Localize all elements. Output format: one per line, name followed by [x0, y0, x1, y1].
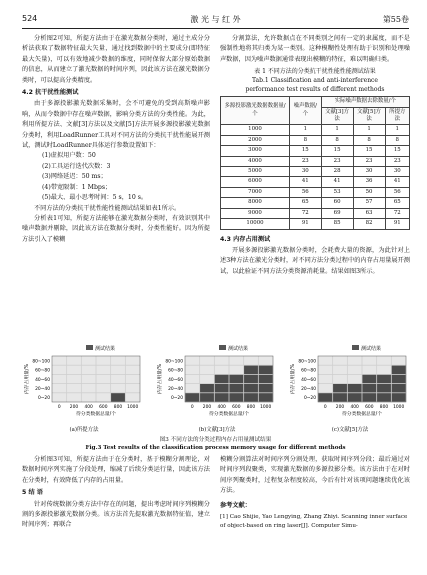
- table-header: 所提方法: [385, 107, 409, 125]
- heat-cell: [215, 384, 229, 392]
- chart-panel-c: [288, 342, 412, 433]
- table-cell: 10000: [221, 219, 290, 229]
- y-tick-label: 0~20: [303, 396, 316, 402]
- y-tick-label: 80~100: [32, 359, 50, 365]
- table-row: [221, 208, 410, 218]
- chart-svg: [155, 342, 279, 422]
- table-row: [221, 156, 410, 166]
- subfigure-label: (c)文献[5]方法: [331, 427, 369, 433]
- table-cell: 41: [321, 177, 353, 187]
- x-tick-label: 600: [365, 405, 374, 410]
- y-tick-label: 60~80: [35, 368, 50, 374]
- legend-swatch: [352, 345, 359, 350]
- heat-cell: [348, 375, 362, 383]
- list-item: (5)最大、最小思考时间：5 s，10 s。: [42, 194, 148, 202]
- heat-cell: [318, 393, 332, 401]
- paragraph: 由于多源投影激光数据采集时，会不可避免的受到高斯噪声影响，从而令数据中存在噪声数据，影响分类方法的分类性能。为此，利用所提方法、文献[3]方法以及文献[5]方法开展多源投影激光数据分类时，利用LoadRunner工具对不同方法的分类抗干扰性能展开测试，测试时LoadRunner具体运行参数设置如下：: [22, 100, 210, 150]
- table-cell: 15: [290, 146, 322, 156]
- heat-cell: [392, 384, 406, 392]
- header-rule: [22, 28, 409, 29]
- table-caption-en: Tab.1 Classification and anti-interference: [252, 77, 378, 85]
- x-tick-label: 800: [113, 405, 123, 410]
- heat-cell: [348, 393, 362, 401]
- heat-cell: [377, 384, 391, 392]
- heat-cell: [377, 393, 391, 401]
- table-row: [221, 177, 410, 187]
- table-caption: [220, 67, 410, 94]
- x-tick-label: 0: [190, 405, 194, 410]
- heat-cell: [185, 384, 199, 392]
- table-cell: 91: [385, 219, 409, 229]
- y-axis-label: 内存占用量/%: [291, 363, 296, 395]
- heat-cell: [215, 375, 229, 383]
- subfigure-label: (b)文献[3]方法: [198, 427, 236, 433]
- table-caption-en: performance test results of different methods: [245, 86, 385, 94]
- x-tick-label: 200: [335, 405, 345, 410]
- table-cell: 72: [385, 208, 409, 218]
- heat-cell: [52, 393, 66, 401]
- heat-cell: [67, 384, 81, 392]
- heat-cell: [215, 366, 229, 374]
- table-cell: 8: [290, 135, 322, 145]
- table-row: [221, 125, 410, 135]
- x-tick-label: 400: [350, 405, 359, 410]
- heat-cell: [200, 375, 214, 383]
- table-cell: 23: [290, 156, 322, 166]
- table-cell: 69: [321, 208, 353, 218]
- heat-cell: [392, 356, 406, 364]
- left-column-bottom: [22, 455, 210, 531]
- heat-cell: [126, 393, 140, 401]
- x-tick-label: 600: [232, 405, 241, 410]
- heat-cell: [52, 375, 66, 383]
- list-item: (2)工具运行迭代次数：3: [42, 162, 111, 170]
- heat-cell: [111, 375, 125, 383]
- heat-cell: [244, 384, 258, 392]
- heat-cell: [200, 356, 214, 364]
- heat-cell: [362, 384, 376, 392]
- table-cell: 30: [385, 167, 409, 177]
- table-cell: 30: [353, 167, 385, 177]
- heat-cell: [67, 375, 81, 383]
- heat-cell: [333, 356, 347, 364]
- heat-cell: [318, 384, 332, 392]
- paragraph: 模糊分割算法对时间序列分割处理，获取时间序列分段；最后通过对时间序列段聚类，实现激光数据的多源投影分类。该方法由于在对时间序列聚类时，过程复杂程度较高，今后有针对该项问题继续优化该方法。: [220, 456, 410, 495]
- table-cell: 63: [353, 208, 385, 218]
- right-column-bottom: [220, 455, 410, 531]
- table-row: [221, 219, 410, 229]
- table-cell: 65: [385, 198, 409, 208]
- table-row: [221, 167, 410, 177]
- heat-cell: [82, 384, 96, 392]
- heat-cell: [52, 356, 66, 364]
- y-tick-label: 20~40: [301, 387, 316, 392]
- heat-cell: [362, 356, 376, 364]
- table-cell: 15: [353, 146, 385, 156]
- heat-cell: [392, 366, 406, 374]
- heat-cell: [67, 356, 81, 364]
- y-tick-label: 60~80: [301, 368, 316, 374]
- heat-cell: [259, 356, 273, 364]
- heat-cell: [96, 356, 110, 364]
- table-cell: 1: [321, 125, 353, 135]
- table-cell: 85: [321, 219, 353, 229]
- heat-cell: [82, 393, 96, 401]
- x-tick-label: 800: [246, 405, 256, 410]
- list-item: (1)虚拟用户数：50: [42, 152, 96, 160]
- heat-cell: [362, 393, 376, 401]
- table-cell: 8: [353, 135, 385, 145]
- parameter-list: [22, 151, 210, 203]
- heat-cell: [200, 393, 214, 401]
- table-caption-cn: 表 1 不同方法的分类抗干扰性能性能测试结果: [254, 68, 376, 76]
- heat-cell: [82, 375, 96, 383]
- table-header: 文献[5]方法: [353, 107, 385, 125]
- x-tick-label: 0: [57, 405, 61, 410]
- table-header: 实际噪声数据去除数量/个: [321, 97, 409, 107]
- x-tick-label: 1000: [127, 405, 139, 410]
- paragraph: 针对传统数据分类方法中存在的问题，提出考虑时间序列模糊分割的多源投影激光数据分类。该方法首先提取激光数据特征值，建立时间序列；再联合: [22, 500, 210, 529]
- heat-cell: [215, 393, 229, 401]
- heat-cell: [111, 366, 125, 374]
- table-cell: 1: [385, 125, 409, 135]
- table-cell: 8: [385, 135, 409, 145]
- x-tick-label: 200: [69, 405, 79, 410]
- volume-label: 第55卷: [382, 15, 409, 24]
- heat-cell: [185, 356, 199, 364]
- list-item: (4)带宽限制：1 Mbps；: [42, 183, 112, 191]
- y-tick-label: 80~100: [298, 359, 316, 365]
- y-axis-label: 内存占用量/%: [25, 363, 30, 395]
- heat-cell: [215, 356, 229, 364]
- y-tick-label: 40~60: [301, 377, 316, 383]
- heat-cell: [185, 366, 199, 374]
- heat-cell: [348, 356, 362, 364]
- heat-cell: [111, 393, 125, 401]
- heat-cell: [111, 384, 125, 392]
- heat-cell: [52, 366, 66, 374]
- figure-caption-en: Fig.3 Test results of the classification process memory usage for different methods: [85, 445, 346, 451]
- list-item: (3)网络延迟：50 ms；: [42, 173, 107, 181]
- paragraph: 分析表1可知，所提方法能够在激光数据分类时，有效识别其中噪声数据并剔除，因此该方法在数据分类时，分类性能好。因为所提方法引入了模糊: [22, 214, 210, 243]
- x-axis-label: 待分类数据总量/个: [342, 412, 382, 417]
- journal-title: 激 光 与 红 外: [190, 15, 241, 24]
- heat-cell: [259, 375, 273, 383]
- table-cell: 1: [290, 125, 322, 135]
- y-tick-label: 40~60: [168, 377, 183, 383]
- table-row: [221, 146, 410, 156]
- paragraph: 开展多源投影激光数据分类时，会耗费大量的资源，为此针对上述3种方法在激光分类时，对不同方法分类过程中的内存占用量展开测试，以此验证不同方法分类资源消耗量。结果如图3所示。: [220, 246, 410, 275]
- heat-cell: [244, 375, 258, 383]
- table-cell: 3000: [221, 146, 290, 156]
- heat-cell: [82, 356, 96, 364]
- heat-cell: [52, 384, 66, 392]
- results-table: [220, 96, 410, 229]
- table-header: 噪声数据/个: [290, 97, 322, 125]
- table-cell: 56: [290, 187, 322, 197]
- table-cell: 1000: [221, 125, 290, 135]
- heat-cell: [96, 375, 110, 383]
- table-cell: 23: [321, 156, 353, 166]
- figure-caption-cn: 图3 不同方法的分类过程内存占用量测试结果: [159, 437, 272, 443]
- heat-cell: [333, 375, 347, 383]
- heat-cell: [377, 366, 391, 374]
- heat-cell: [200, 384, 214, 392]
- heat-cell: [185, 393, 199, 401]
- paragraph: 分割算法，允许数据点在不同类别之间有一定的隶属度，而不是强制性地将其归类为某一类别。这种模糊性处理有助于识别和处理噪声数据，因为噪声数据通常表现出模糊的特征，难以明确归类。: [220, 35, 410, 63]
- heat-cell: [333, 366, 347, 374]
- table-cell: 1: [353, 125, 385, 135]
- table-cell: 23: [385, 156, 409, 166]
- heat-cell: [229, 366, 243, 374]
- heat-cell: [377, 356, 391, 364]
- y-tick-label: 20~40: [35, 387, 50, 392]
- table-cell: 41: [385, 177, 409, 187]
- heat-cell: [318, 356, 332, 364]
- table-cell: 36: [353, 177, 385, 187]
- table-cell: 15: [321, 146, 353, 156]
- x-axis-label: 待分类数据总量/个: [209, 412, 249, 417]
- right-column-top: [220, 34, 410, 277]
- paragraph: 分析图2可知，所提方法由于在激光数据分类时，通过主成分分析法获取了数据特征最大矢量，通过找到数据中的主要成分(即特征最大矢量)，可以有效地减少数据的维度，同时保留大部分原始数据的信息，从而建立了激光数据的时间序列，因此该方法在激光数据分类时，可以提高分类精度。: [22, 35, 210, 84]
- chart-svg: [288, 342, 412, 422]
- page-header: [22, 12, 409, 26]
- x-tick-label: 200: [202, 405, 212, 410]
- y-tick-label: 60~80: [168, 368, 183, 374]
- x-tick-label: 400: [84, 405, 93, 410]
- heat-cell: [333, 384, 347, 392]
- table-cell: 15: [385, 146, 409, 156]
- heat-cell: [377, 375, 391, 383]
- legend-label: 测试结果: [95, 346, 116, 352]
- table-cell: 60: [321, 198, 353, 208]
- y-axis-label: 内存占用量/%: [158, 363, 163, 395]
- legend-swatch: [86, 345, 93, 350]
- table-cell: 57: [353, 198, 385, 208]
- x-tick-label: 800: [379, 405, 389, 410]
- x-tick-label: 400: [217, 405, 226, 410]
- heat-cell: [96, 393, 110, 401]
- table-row: [221, 198, 410, 208]
- table-cell: 23: [353, 156, 385, 166]
- heat-cell: [111, 356, 125, 364]
- x-axis-label: 待分类数据总量/个: [76, 412, 116, 417]
- x-tick-label: 1000: [393, 405, 405, 410]
- table-cell: 53: [321, 187, 353, 197]
- legend-label: 测试结果: [228, 346, 249, 352]
- heat-cell: [362, 375, 376, 383]
- table-cell: 2000: [221, 135, 290, 145]
- heat-cell: [82, 366, 96, 374]
- heat-cell: [126, 366, 140, 374]
- y-tick-label: 20~40: [168, 387, 183, 392]
- heat-cell: [200, 366, 214, 374]
- table-cell: 82: [353, 219, 385, 229]
- heat-cell: [229, 384, 243, 392]
- page-number: 524: [22, 14, 38, 23]
- y-tick-label: 40~60: [35, 377, 50, 383]
- heat-cell: [126, 384, 140, 392]
- heat-cell: [348, 384, 362, 392]
- legend-label: 测试结果: [361, 346, 382, 352]
- heat-cell: [185, 375, 199, 383]
- heat-cell: [259, 384, 273, 392]
- heat-cell: [67, 366, 81, 374]
- chart-panel-a: [22, 342, 146, 433]
- heat-cell: [229, 356, 243, 364]
- heat-cell: [392, 375, 406, 383]
- table-cell: 9000: [221, 208, 290, 218]
- table-cell: 8000: [221, 198, 290, 208]
- table-header: 多源投影激光数据数据量/个: [221, 97, 290, 125]
- heat-cell: [348, 366, 362, 374]
- table-cell: 7000: [221, 187, 290, 197]
- heat-cell: [229, 393, 243, 401]
- table-row: [221, 187, 410, 197]
- legend-swatch: [219, 345, 226, 350]
- heat-cell: [229, 375, 243, 383]
- heat-cell: [259, 366, 273, 374]
- reference-item: [1] Cao Shijie, Yao Lengying, Zhang Zhiyi. Scanning inner surface of object-based on ring laser[J]. Computer Simu-: [220, 514, 408, 530]
- table-cell: 56: [385, 187, 409, 197]
- heat-cell: [67, 393, 81, 401]
- paragraph: 分析图3可知，所提方法由于在分类时，基于模糊分割理论，对数据时间序列实施了分段处理，缩减了后续分类运行量，因此该方法在分类时，有效降低了内存的占用量。: [22, 456, 210, 484]
- y-tick-label: 80~100: [165, 359, 183, 365]
- table-header: 文献[3]方法: [321, 107, 353, 125]
- x-tick-label: 600: [99, 405, 108, 410]
- heat-cell: [126, 375, 140, 383]
- table-cell: 28: [321, 167, 353, 177]
- left-column-top: [22, 34, 210, 245]
- x-tick-label: 0: [323, 405, 327, 410]
- figure-3: [22, 342, 412, 436]
- table-cell: 30: [290, 167, 322, 177]
- table-cell: 65: [290, 198, 322, 208]
- table-cell: 6000: [221, 177, 290, 187]
- heat-cell: [96, 366, 110, 374]
- table-cell: 72: [290, 208, 322, 218]
- heat-cell: [333, 393, 347, 401]
- table-cell: 91: [290, 219, 322, 229]
- references-title: 参考文献：: [220, 501, 251, 509]
- x-tick-label: 1000: [260, 405, 272, 410]
- table-cell: 41: [290, 177, 322, 187]
- subfigure-label: (a)所提方法: [69, 427, 99, 433]
- table-cell: 50: [353, 187, 385, 197]
- section-heading: 4.2 抗干扰性能测试: [22, 89, 79, 97]
- heat-cell: [259, 393, 273, 401]
- heat-cell: [392, 393, 406, 401]
- figure-caption: [22, 436, 409, 452]
- heat-cell: [318, 375, 332, 383]
- paragraph: 不同方法的分类抗干扰性能性能测试结果如表1所示。: [34, 204, 181, 212]
- y-tick-label: 0~20: [170, 396, 183, 402]
- table-cell: 5000: [221, 167, 290, 177]
- heat-cell: [318, 366, 332, 374]
- heat-cell: [244, 393, 258, 401]
- heat-cell: [126, 356, 140, 364]
- heat-cell: [244, 356, 258, 364]
- table-row: [221, 135, 410, 145]
- section-heading: 5 结 语: [22, 489, 43, 497]
- heat-cell: [244, 366, 258, 374]
- chart-panel-b: [155, 342, 279, 433]
- section-heading: 4.3 内存占用测试: [220, 235, 271, 243]
- heat-cell: [362, 366, 376, 374]
- y-tick-label: 0~20: [37, 396, 50, 402]
- table-cell: 4000: [221, 156, 290, 166]
- heat-cell: [96, 384, 110, 392]
- chart-svg: [22, 342, 146, 422]
- table-cell: 8: [321, 135, 353, 145]
